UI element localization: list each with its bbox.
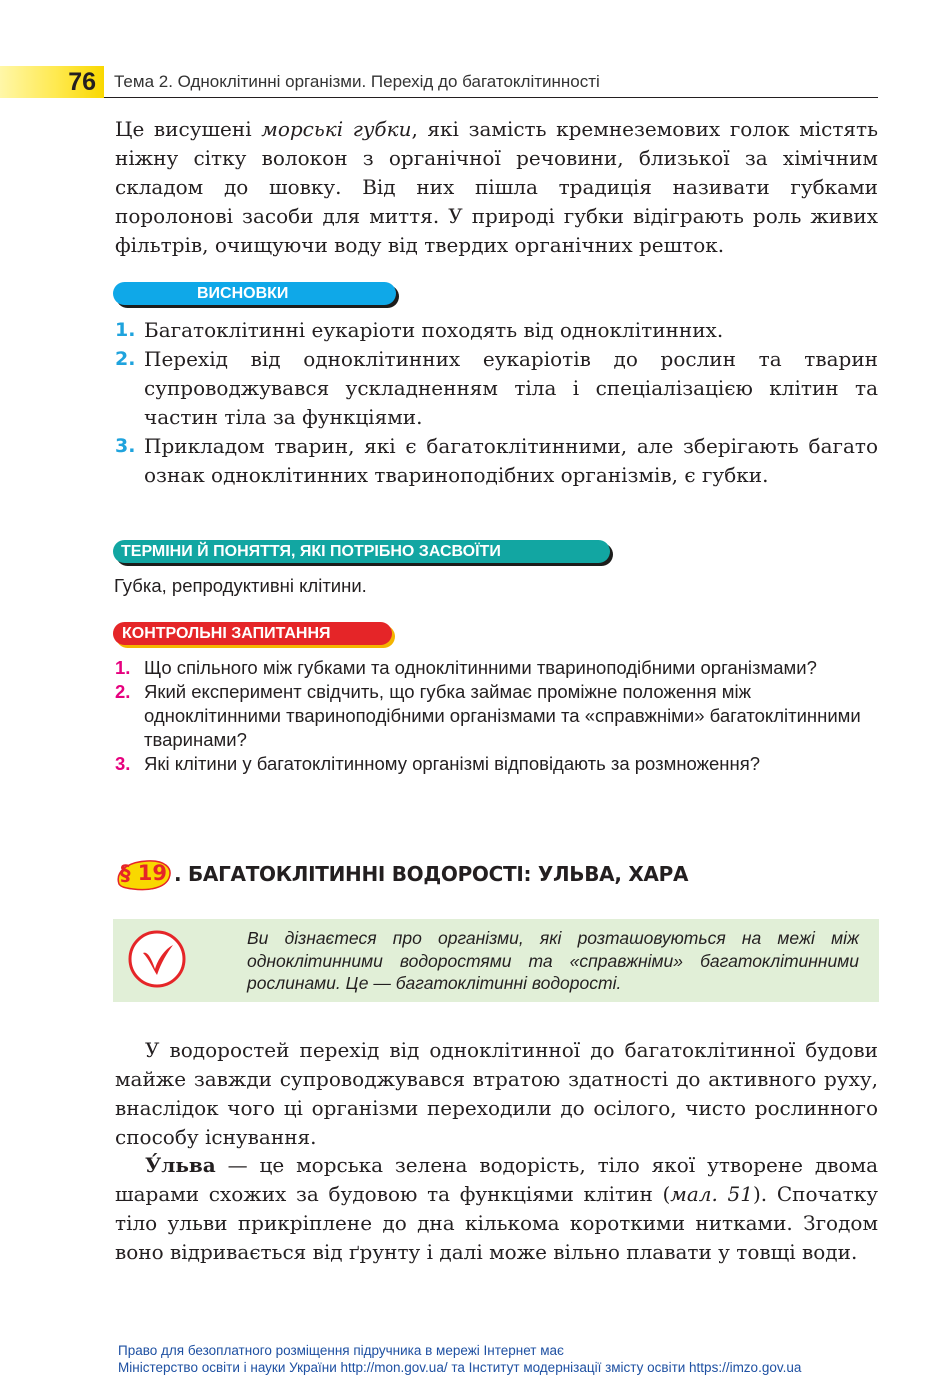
- item-text: Які клітини у багатоклітинному організмі відповідають за розмноження?: [144, 753, 761, 774]
- body-paragraph-2: [115, 1151, 878, 1267]
- footer-line-1: Право для безоплатного розміщення підручника в мережі Інтернет має: [118, 1343, 564, 1358]
- footer-notice: [118, 1342, 801, 1376]
- questions-label: КОНТРОЛЬНІ ЗАПИТАННЯ: [113, 622, 392, 645]
- section-number: § 19: [120, 861, 168, 885]
- section-title: . БАГАТОКЛІТИННІ ВОДОРОСТІ: УЛЬВА, ХАРА: [174, 862, 689, 886]
- list-item: [115, 432, 878, 490]
- running-title: Тема 2. Одноклітинні організми. Перехід до багатоклітинності: [114, 72, 600, 91]
- intro-text-end: , які замість кремнеземових голок містять ніжну сітку волокон з органічної речовини, близької за хімічним складом до шовку. Від них пішла традиція називати губками поролонові засоби для миття. У природі губки відіграють роль живих фільтрів, очищуючи воду від твердих органічних решток.: [115, 117, 878, 257]
- header-rule: [104, 97, 878, 98]
- item-text: Прикладом тварин, які є багатоклітинними, але зберігають багато ознак одноклітинних твариноподібних організмів, є губки.: [144, 434, 878, 487]
- terms-label: ТЕРМІНИ Й ПОНЯТТЯ, ЯКІ ПОТРІБНО ЗАСВОЇТИ: [113, 540, 610, 563]
- item-number: 1.: [115, 657, 131, 678]
- body-paragraph-1: У водоростей перехід від одноклітинної до багатоклітинної будови майже завжди супроводжувався втратою здатності до активного руху, внаслідок чого ці організми переходили до осілого, чисто рослинного способу існування.: [115, 1038, 878, 1149]
- checkmark-icon: [127, 929, 187, 989]
- intro-paragraph: [115, 115, 878, 260]
- conclusions-label: ВИСНОВКИ: [113, 282, 396, 305]
- intro-text-start: Це висушені: [115, 117, 262, 141]
- item-number: 3.: [115, 435, 136, 457]
- figure-reference: мал. 51: [670, 1182, 753, 1206]
- footer-line-2: Міністерство освіти і науки України http://mon.gov.ua/ та Інститут модернізації змісту освіти https://imzo.gov.ua: [118, 1360, 802, 1375]
- item-number: 1.: [115, 319, 136, 341]
- list-item: [115, 316, 878, 345]
- list-item: [115, 752, 878, 776]
- questions-list: [115, 656, 878, 776]
- list-item: [115, 345, 878, 432]
- list-item: [115, 656, 878, 680]
- item-text: Який експеримент свідчить, що губка займає проміжне положення між одноклітинними твариноподібними організмами та «справжніми» багатоклітинними тваринами?: [144, 681, 861, 750]
- page-number: 76: [68, 68, 96, 96]
- para2-text-a: — це морська зелена водорість, тіло якої утворене двома шарами схожих за будовою та функціями клітин (: [115, 1153, 878, 1206]
- goal-text: Ви дізнаєтеся про організми, які розташовуються на межі між одноклітинними водоростями та «справжніми» багатоклітинними рослинами. Це — багатоклітинні водорості.: [247, 928, 859, 993]
- intro-italic-term: морські губки: [261, 117, 412, 141]
- item-text: Багатоклітинні еукаріоти походять від одноклітинних.: [144, 318, 724, 342]
- para2-text-b: ). Спочатку тіло ульви прикріплене до дна кількома короткими нитками. Згодом воно відривається від ґрунту і далі може вільно плавати у товщі води.: [115, 1182, 878, 1264]
- item-number: 2.: [115, 348, 136, 370]
- item-text: Перехід від одноклітинних еукаріотів до рослин та тварин супроводжувався ускладненням тіла і спеціалізацією клітин та частин тіла за функціями.: [144, 347, 878, 429]
- item-text: Що спільного між губками та одноклітинними твариноподібними організмами?: [144, 657, 817, 678]
- item-number: 3.: [115, 753, 131, 774]
- conclusions-list: [115, 316, 878, 490]
- term-ulva: У́льва: [145, 1153, 216, 1177]
- terms-text: Губка, репродуктивні клітини.: [114, 575, 367, 596]
- item-number: 2.: [115, 681, 131, 702]
- list-item: [115, 680, 878, 752]
